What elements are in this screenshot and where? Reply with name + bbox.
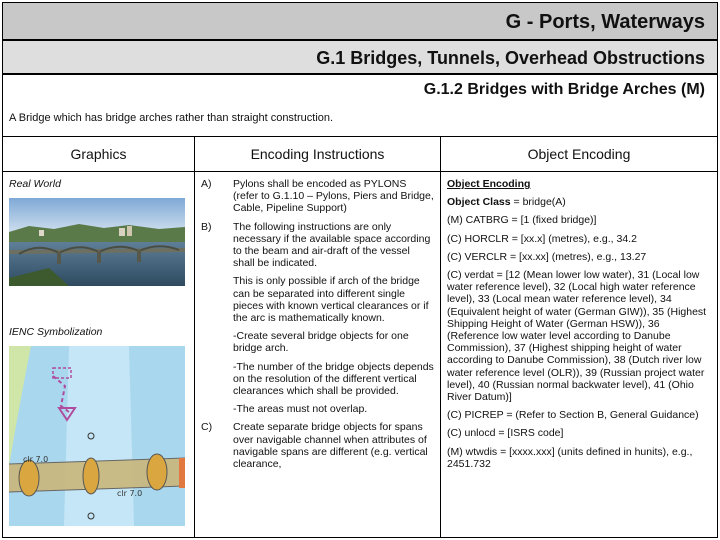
object-encoding-header: Object Encoding <box>441 137 717 172</box>
map-label-2: clr 7.0 <box>117 489 143 499</box>
attr-wtwdis: (M) wtwdis = [xxxx.xxx] (units defined in hunits), e.g., 2451.732 <box>447 445 693 470</box>
instruction-b-para-1: This is only possible if arch of the bridge can be separated into different single pieces with known vertical clearances or if the arc is mathematically known. <box>233 275 429 325</box>
attr-horclr: (C) HORCLR = [xx.x] (metres), e.g., 34.2 <box>447 232 637 245</box>
attr-verdat: (C) verdat = [12 (Mean lower low water), 31 (Local low water reference level), 32 (Local high water reference level), 33 (Local mean water reference level), 34 (Equivalent height of water (German GIW)), 35 (Highest Shipping Height of Water (German HSW)), 36 (Reference low water level according to Danube Commission), 37 (Highest shipping height of water according to Danube Commission), 38 (Dutch river low water reference level (OLR)), 39 (Russian project water level), 40 (Russian normal backwater level), 41 (Ohio River Datum)] <box>447 269 707 404</box>
graphics-header: Graphics <box>3 137 194 172</box>
instruction-b-para-3: -The number of the bridge objects depends on the resolution of the different vertical clearances which shall be provided. <box>233 360 434 398</box>
subsection-title: G.1.2 Bridges with Bridge Arches (M) <box>423 81 705 98</box>
bridge-photo <box>9 198 185 286</box>
instructions-column <box>195 137 441 537</box>
instruction-a <box>201 178 434 215</box>
object-encoding-heading: Object Encoding <box>447 178 531 190</box>
object-encoding-column <box>441 137 717 537</box>
instruction-c <box>201 421 434 470</box>
description: A Bridge which has bridge arches rather than straight construction. <box>9 112 334 124</box>
ienc-label: IENC Symbolization <box>9 326 103 339</box>
object-class <box>447 196 711 208</box>
instruction-c-text: Create separate bridge objects for spans over navigable channel when attributes of navigable spans are different (e.g. vertical clearance, <box>233 421 428 471</box>
document-page <box>2 2 718 538</box>
attr-unlocd: (C) unlocd = [ISRS code] <box>447 427 564 440</box>
ienc-map <box>9 346 185 526</box>
map-label-1: clr 7.0 <box>23 455 49 465</box>
section-title: G.1 Bridges, Tunnels, Overhead Obstructions <box>3 41 717 75</box>
attr-catbrg: (M) CATBRG = [1 (fixed bridge)] <box>447 214 597 227</box>
object-class-value: = bridge(A) <box>510 196 566 209</box>
instruction-b-label: B) <box>201 220 212 233</box>
instruction-b-para-2: -Create several bridge objects for one bridge arch. <box>233 330 409 355</box>
attr-picrep: (C) PICREP = (Refer to Section B, General Guidance) <box>447 409 699 422</box>
object-class-label: Object Class <box>447 196 511 209</box>
instructions-header: Encoding Instructions <box>195 137 440 172</box>
instruction-c-label: C) <box>201 421 213 434</box>
instruction-b-text: The following instructions are only necessary if the available space according to the beam and air-draft of the vessel shall be indicated. <box>233 220 431 270</box>
attr-verclr: (C) VERCLR = [xx.xx] (metres), e.g., 13.27 <box>447 250 647 263</box>
chapter-title: G - Ports, Waterways <box>3 3 717 41</box>
encoding-table <box>3 136 717 537</box>
graphics-column <box>3 137 195 537</box>
instruction-b-para-4: -The areas must not overlap. <box>233 403 368 416</box>
instruction-a-label: A) <box>201 178 212 190</box>
real-world-label: Real World <box>9 178 61 190</box>
instruction-a-text: Pylons shall be encoded as PYLONS (refer to G.1.10 – Pylons, Piers and Bridge, Cable, Pipeline Support) <box>233 178 434 215</box>
instruction-b <box>201 221 434 270</box>
